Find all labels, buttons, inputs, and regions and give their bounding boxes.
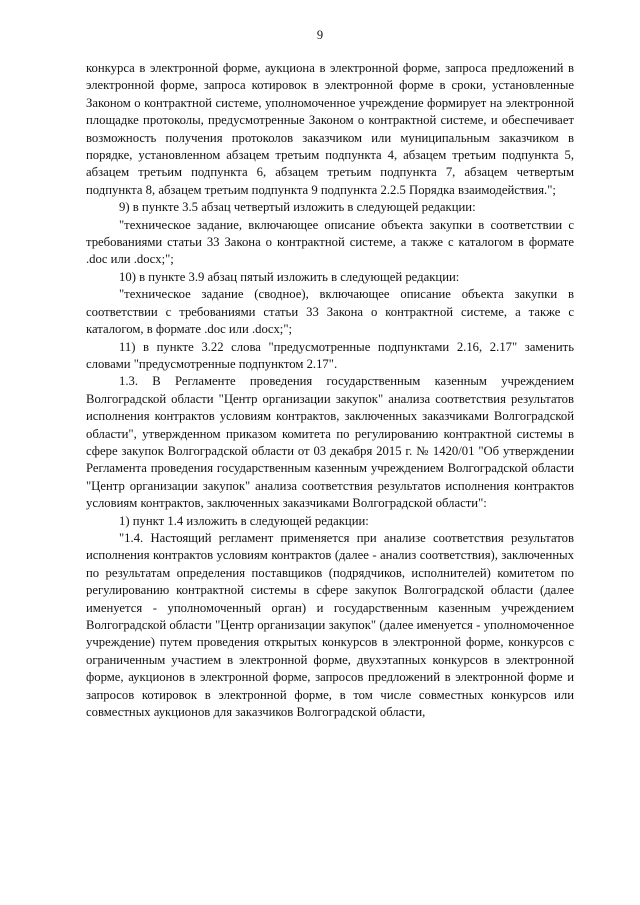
- paragraph-item-10: 10) в пункте 3.9 абзац пятый изложить в следующей редакции:: [119, 269, 460, 284]
- paragraph-quote-item-10: "техническое задание (сводное), включающее описание объекта закупки в соответствии с требованиями статьи 33 Закона о контрактной системе, а также с каталогом, в формате .doc или .docx;";: [86, 287, 574, 337]
- paragraph-subitem-1: 1) пункт 1.4 изложить в следующей редакции:: [119, 513, 369, 528]
- paragraph-quote-item-9: "техническое задание, включающее описание объекта закупки в соответствии с требованиями статьи 33 Закона о контрактной системе, а также с каталогом в формате .doc или .docx;";: [86, 217, 574, 267]
- paragraph-section-1-3: 1.3. В Регламенте проведения государственным казенным учреждением Волгоградской области "Центр организации закупок" анализа соответствия результатов исполнения контрактов условиям контрактов, заключенных заказчиками Волгоградской области", утвержденном приказом комитета по регулированию контрактной системы в сфере закупок Волгоградской области от 03 декабря 2015 г. № 1420/01 "Об утверждении Регламента проведения государственным казенным учреждением Волгоградской области "Центр организации закупок" анализа соответствия результатов исполнения контрактов условиям контрактов, заключенных заказчиками Волгоградской области":: [86, 374, 574, 511]
- paragraph-item-11: 11) в пункте 3.22 слова "предусмотренные подпунктами 2.16, 2.17" заменить словами "предусмотренные подпунктом 2.17".: [86, 339, 574, 371]
- page-number: 9: [316, 28, 324, 42]
- paragraph-item-9: 9) в пункте 3.5 абзац четвертый изложить в следующей редакции:: [119, 200, 476, 215]
- paragraph-quote-1-4: "1.4. Настоящий регламент применяется при анализе соответствия результатов исполнения контрактов условиям контрактов (далее - анализ соответствия), заключенных по результатам определения поставщиков (подрядчиков, исполнителей) комитетом по регулированию контрактной системы в сфере закупок Волгоградской области (далее именуется - уполномоченный орган) и государственным казенным учреждением Волгоградской области "Центр организации закупок" (далее именуется - уполномоченное учреждение) путем проведения открытых конкурсов в электронной форме, конкурсов с ограниченным участием в электронной форме, двухэтапных конкурсов в электронной форме, аукционов в электронной форме, запросов предложений в электронной форме и запросов котировок в электронной форме, в том числе совместных конкурсов или совместных аукционов для заказчиков Волгоградской области,: [86, 530, 574, 720]
- paragraph-continuation: конкурса в электронной форме, аукциона в электронной форме, запроса предложений в электронной форме, запроса котировок в электронной форме в сроки, установленные Законом о контрактной системе, уполномоченное учреждение формирует на электронной площадке протоколы, предусмотренные Законом о контрактной системе, и обеспечивает возможность получения протоколов заказчиком или муниципальным заказчиком в порядке, установленном абзацем третьим подпункта 4, абзацем третьим подпункта 5, абзацем третьим подпункта 6, абзацем третьим подпункта 7, абзацем четвертым подпункта 8, абзацем третьим подпункта 9 подпункта 2.2.5 Порядка взаимодействия.";: [86, 61, 574, 197]
- document-body: [86, 60, 574, 721]
